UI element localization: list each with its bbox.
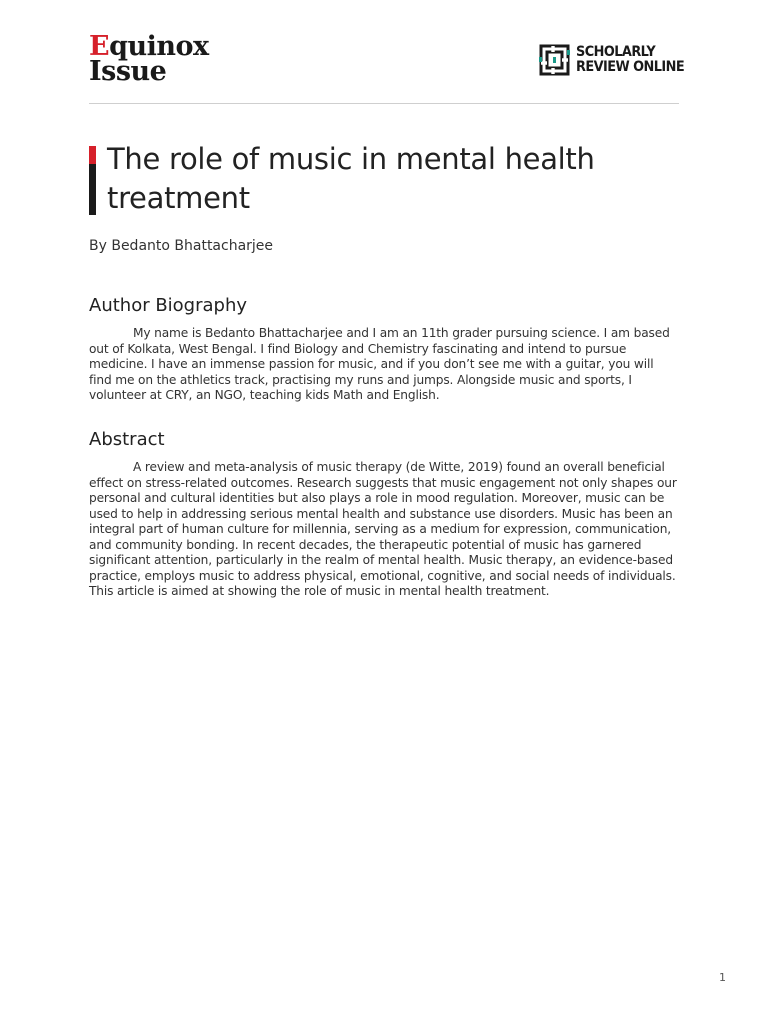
- author-biography-heading: Author Biography: [89, 295, 248, 316]
- scholarly-review-online-logo: [539, 44, 694, 76]
- abstract-heading: Abstract: [89, 429, 165, 450]
- article-title: The role of music in mental health treatment: [107, 142, 595, 215]
- maze-square-icon: [539, 44, 570, 76]
- abstract-text: A review and meta-analysis of music therapy (de Witte, 2019) found an overall beneficial effect on stress-related outcomes. Research suggests that music engagement not only shapes our personal and cultural identities but also plays a role in mood regulation. Moreover, music can be used to help in addressing serious mental health and substance use disorders. Music has been an integral part of human culture for millennia, serving as a medium for expression, communication, and community bonding. In recent decades, the therapeutic potential of music has garnered significant attention, particularly in the realm of mental health. Music therapy, an evidence-based practice, employs music to address physical, emotional, cognitive, and social needs of individuals. This article is aimed at showing the role of music in mental health treatment.: [89, 460, 677, 598]
- header-divider: [89, 103, 679, 104]
- logo-word-review-online: REVIEW ONLINE: [576, 59, 685, 75]
- author-byline: By Bedanto Bhattacharjee: [89, 238, 274, 254]
- logo-accent-letter: E: [89, 31, 110, 62]
- page-number: 1: [719, 971, 726, 984]
- title-accent-bar: [89, 146, 96, 215]
- author-biography-text: My name is Bedanto Bhattacharjee and I am an 11th grader pursuing science. I am based out of Kolkata, West Bengal. I find Biology and Chemistry fascinating and intend to pursue medicine. I have an immense passion for music, and if you don’t see me with a guitar, you will find me on the athletics track, practising my runs and jumps. Alongside music and sports, I volunteer at CRY, an NGO, teaching kids Math and English.: [89, 326, 670, 402]
- equinox-issue-logo: [89, 31, 209, 87]
- logo-word-issue: Issue: [89, 56, 167, 87]
- logo-word-equinox: quinox: [109, 31, 209, 62]
- logo-word-scholarly: SCHOLARLY: [576, 44, 656, 60]
